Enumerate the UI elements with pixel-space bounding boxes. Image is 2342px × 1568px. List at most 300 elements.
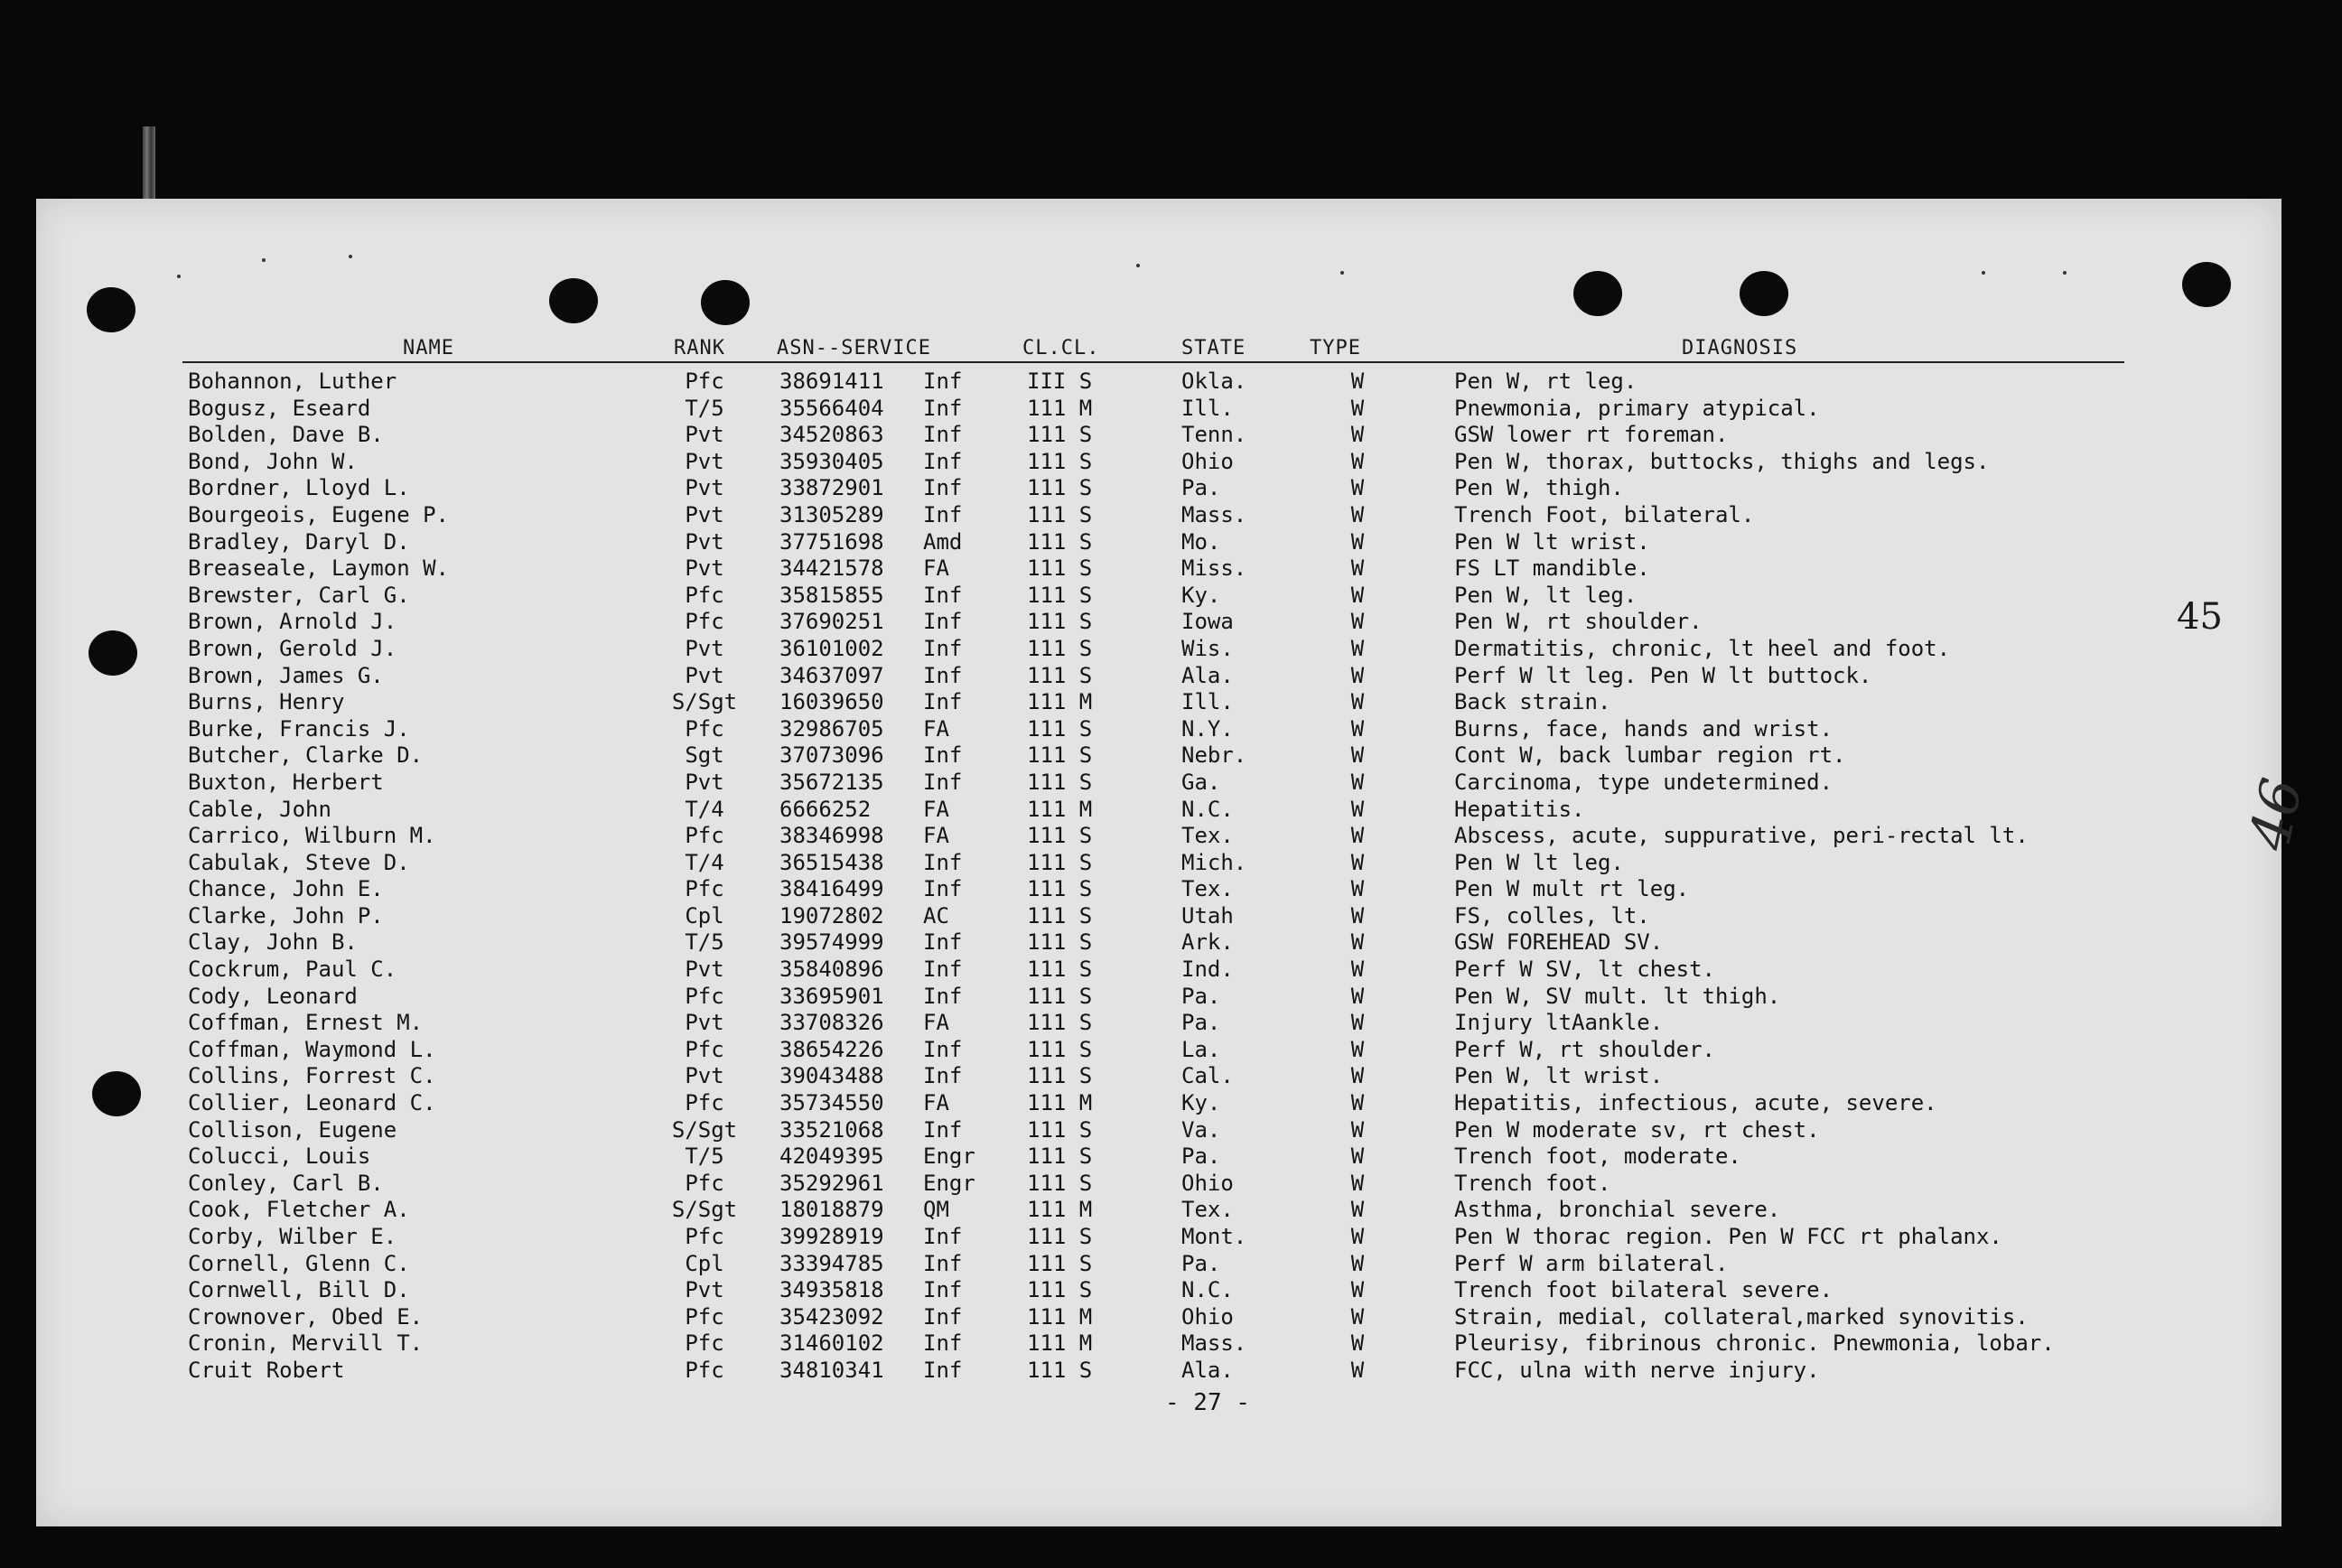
name-cell: Colucci, Louis	[188, 1143, 371, 1170]
class-cell: 111 S	[1027, 849, 1093, 875]
class-cell: 111 S	[1027, 475, 1093, 501]
type-cell: W	[1350, 742, 1365, 769]
class-cell: 111 S	[1027, 422, 1093, 448]
name-cell: Brewster, Carl G.	[188, 582, 410, 608]
asn-cell: 39574999	[779, 929, 884, 956]
service-cell: Inf	[923, 609, 963, 635]
table-row	[36, 689, 2281, 716]
name-cell: Chance, John E.	[188, 876, 384, 902]
asn-cell: 19072802	[779, 902, 884, 929]
asn-cell: 35672135	[779, 769, 884, 795]
table-row	[36, 1197, 2281, 1224]
name-cell: Cook, Fletcher A.	[188, 1197, 410, 1223]
asn-cell: 35930405	[779, 448, 884, 474]
rank-cell: T/4	[685, 849, 724, 875]
service-cell: Inf	[923, 769, 963, 795]
table-row	[36, 1251, 2281, 1278]
speck	[262, 258, 266, 262]
diagnosis-cell: Carcinoma, type undetermined.	[1454, 769, 1833, 795]
asn-cell: 32986705	[779, 715, 884, 742]
rank-cell: T/5	[685, 395, 724, 421]
name-cell: Clarke, John P.	[188, 902, 384, 929]
diagnosis-cell: FS, colles, lt.	[1454, 902, 1650, 929]
diagnosis-cell: Pen W moderate sv, rt chest.	[1454, 1116, 1820, 1143]
class-cell: 111 M	[1027, 796, 1093, 822]
service-cell: Inf	[923, 635, 963, 661]
type-cell: W	[1350, 448, 1365, 474]
name-cell: Collison, Eugene	[188, 1116, 397, 1143]
asn-cell: 38654226	[779, 1036, 884, 1062]
rank-cell: Sgt	[685, 742, 724, 769]
state-cell: Tenn.	[1181, 422, 1247, 448]
asn-cell: 34935818	[779, 1277, 884, 1303]
table-row	[36, 422, 2281, 449]
name-cell: Buxton, Herbert	[188, 769, 384, 795]
name-cell: Bourgeois, Eugene P.	[188, 501, 449, 527]
speck	[1136, 264, 1140, 267]
rank-cell: Pvt	[685, 1010, 724, 1036]
diagnosis-cell: Pen W lt leg.	[1454, 849, 1624, 875]
name-cell: Cody, Leonard	[188, 983, 358, 1009]
name-cell: Collins, Forrest C.	[188, 1063, 436, 1089]
table-row	[36, 529, 2281, 556]
state-cell: Pa.	[1181, 983, 1221, 1009]
rank-cell: Cpl	[685, 902, 724, 929]
diagnosis-cell: Perf W lt leg. Pen W lt buttock.	[1454, 662, 1872, 688]
asn-cell: 39928919	[779, 1224, 884, 1249]
table-row	[36, 876, 2281, 903]
service-cell: FA	[923, 796, 949, 822]
diagnosis-cell: Burns, face, hands and wrist.	[1454, 715, 1833, 742]
service-cell: Inf	[923, 448, 963, 474]
diagnosis-cell: Trench foot, moderate.	[1454, 1143, 1741, 1170]
type-cell: W	[1350, 1170, 1365, 1196]
state-cell: Iowa	[1181, 609, 1234, 635]
table-row	[36, 770, 2281, 797]
asn-cell: 6666252	[779, 796, 872, 822]
state-cell: Ky.	[1181, 582, 1221, 608]
diagnosis-cell: Pen W, rt shoulder.	[1454, 609, 1703, 635]
class-cell: 111 S	[1027, 1357, 1093, 1383]
class-cell: 111 S	[1027, 769, 1093, 795]
class-cell: III S	[1027, 369, 1093, 394]
asn-cell: 33695901	[779, 983, 884, 1009]
speck	[1340, 271, 1344, 275]
table-row	[36, 1143, 2281, 1171]
class-cell: 111 S	[1027, 1116, 1093, 1143]
service-cell: FA	[923, 1090, 949, 1116]
name-cell: Brown, Arnold J.	[188, 609, 397, 635]
class-cell: 111 S	[1027, 742, 1093, 769]
rank-cell: Pfc	[685, 983, 724, 1009]
diagnosis-cell: Pen W, lt wrist.	[1454, 1063, 1664, 1089]
type-cell: W	[1350, 796, 1365, 822]
state-cell: Ohio	[1181, 1170, 1234, 1196]
state-cell: Nebr.	[1181, 742, 1247, 769]
table-row	[36, 850, 2281, 877]
diagnosis-cell: Pen W, thorax, buttocks, thighs and legs.	[1454, 448, 1990, 474]
header-name: NAME	[403, 337, 454, 359]
rank-cell: Pvt	[685, 528, 724, 555]
class-cell: 111 S	[1027, 582, 1093, 608]
header-cl-cl: CL.CL.	[1022, 337, 1100, 359]
class-cell: 111 S	[1027, 957, 1093, 983]
type-cell: W	[1350, 501, 1365, 527]
service-cell: Inf	[923, 662, 963, 688]
diagnosis-cell: Dermatitis, chronic, lt heel and foot.	[1454, 635, 1951, 661]
service-cell: Inf	[923, 1277, 963, 1303]
diagnosis-cell: Perf W arm bilateral.	[1454, 1250, 1729, 1276]
paper-clip-fragment	[143, 126, 155, 199]
asn-cell: 16039650	[779, 689, 884, 715]
table-row	[36, 1117, 2281, 1144]
header-diagnosis: DIAGNOSIS	[1682, 337, 1798, 359]
state-cell: N.Y.	[1181, 715, 1234, 742]
type-cell: W	[1350, 1063, 1365, 1089]
rank-cell: Pvt	[685, 1277, 724, 1303]
rank-cell: Pvt	[685, 635, 724, 661]
diagnosis-cell: Pen W thorac region. Pen W FCC rt phalanx.	[1454, 1224, 2002, 1249]
class-cell: 111 M	[1027, 1330, 1093, 1357]
table-row	[36, 369, 2281, 396]
diagnosis-cell: Abscess, acute, suppurative, peri-rectal lt.	[1454, 823, 2029, 849]
diagnosis-cell: Pnewmonia, primary atypical.	[1454, 395, 1820, 421]
class-cell: 111 M	[1027, 689, 1093, 715]
table-row	[36, 1330, 2281, 1358]
diagnosis-cell: Perf W SV, lt chest.	[1454, 957, 1715, 983]
service-cell: Inf	[923, 1303, 963, 1330]
class-cell: 111 S	[1027, 448, 1093, 474]
type-cell: W	[1350, 715, 1365, 742]
asn-cell: 33394785	[779, 1250, 884, 1276]
asn-cell: 35566404	[779, 395, 884, 421]
type-cell: W	[1350, 369, 1365, 394]
state-cell: N.C.	[1181, 1277, 1234, 1303]
table-row	[36, 957, 2281, 984]
rank-cell: Cpl	[685, 1250, 724, 1276]
diagnosis-cell: Strain, medial, collateral,marked synovitis.	[1454, 1303, 2029, 1330]
name-cell: Brown, James G.	[188, 662, 384, 688]
class-cell: 111 S	[1027, 528, 1093, 555]
type-cell: W	[1350, 1090, 1365, 1116]
diagnosis-cell: Cont W, back lumbar region rt.	[1454, 742, 1846, 769]
asn-cell: 34810341	[779, 1357, 884, 1383]
type-cell: W	[1350, 1036, 1365, 1062]
name-cell: Clay, John B.	[188, 929, 358, 956]
class-cell: 111 S	[1027, 1224, 1093, 1249]
handwritten-number: 46	[2235, 772, 2316, 856]
diagnosis-cell: FS LT mandible.	[1454, 555, 1650, 582]
name-cell: Crownover, Obed E.	[188, 1303, 424, 1330]
class-cell: 111 M	[1027, 1197, 1093, 1223]
diagnosis-cell: Hepatitis, infectious, acute, severe.	[1454, 1090, 1937, 1116]
type-cell: W	[1350, 555, 1365, 582]
rank-cell: Pvt	[685, 501, 724, 527]
diagnosis-cell: Pleurisy, fibrinous chronic. Pnewmonia, lobar.	[1454, 1330, 2055, 1357]
diagnosis-cell: Hepatitis.	[1454, 796, 1585, 822]
class-cell: 111 S	[1027, 1010, 1093, 1036]
asn-cell: 38691411	[779, 369, 884, 394]
service-cell: FA	[923, 715, 949, 742]
service-cell: Inf	[923, 422, 963, 448]
state-cell: Wis.	[1181, 635, 1234, 661]
state-cell: Miss.	[1181, 555, 1247, 582]
state-cell: Ky.	[1181, 1090, 1221, 1116]
rank-cell: Pvt	[685, 555, 724, 582]
state-cell: Pa.	[1181, 1250, 1221, 1276]
asn-cell: 36101002	[779, 635, 884, 661]
rank-cell: Pfc	[685, 1357, 724, 1383]
service-cell: Inf	[923, 475, 963, 501]
state-cell: Mont.	[1181, 1224, 1247, 1249]
rank-cell: T/5	[685, 929, 724, 956]
header-asn-service: ASN--SERVICE	[777, 337, 931, 359]
table-row	[36, 1358, 2281, 1385]
state-cell: Okla.	[1181, 369, 1247, 394]
asn-cell: 31460102	[779, 1330, 884, 1357]
class-cell: 111 S	[1027, 1036, 1093, 1062]
punch-hole	[701, 280, 750, 325]
asn-cell: 39043488	[779, 1063, 884, 1089]
service-cell: Inf	[923, 1036, 963, 1062]
table-row	[36, 502, 2281, 529]
type-cell: W	[1350, 662, 1365, 688]
service-cell: Inf	[923, 1357, 963, 1383]
class-cell: 111 S	[1027, 1277, 1093, 1303]
type-cell: W	[1350, 823, 1365, 849]
speck	[349, 255, 352, 258]
state-cell: Ill.	[1181, 395, 1234, 421]
asn-cell: 37073096	[779, 742, 884, 769]
service-cell: Inf	[923, 742, 963, 769]
state-cell: Tex.	[1181, 876, 1234, 902]
type-cell: W	[1350, 929, 1365, 956]
name-cell: Cable, John	[188, 796, 331, 822]
state-cell: Va.	[1181, 1116, 1221, 1143]
type-cell: W	[1350, 635, 1365, 661]
diagnosis-cell: GSW FOREHEAD SV.	[1454, 929, 1664, 956]
state-cell: Ind.	[1181, 957, 1234, 983]
asn-cell: 34520863	[779, 422, 884, 448]
type-cell: W	[1350, 1277, 1365, 1303]
state-cell: Mass.	[1181, 501, 1247, 527]
class-cell: 111 S	[1027, 1170, 1093, 1196]
column-header-row	[36, 337, 2281, 364]
class-cell: 111 M	[1027, 1303, 1093, 1330]
table-row	[36, 583, 2281, 610]
class-cell: 111 M	[1027, 395, 1093, 421]
state-cell: Pa.	[1181, 1143, 1221, 1170]
name-cell: Bohannon, Luther	[188, 369, 397, 394]
state-cell: Tex.	[1181, 823, 1234, 849]
table-row	[36, 636, 2281, 663]
type-cell: W	[1350, 957, 1365, 983]
type-cell: W	[1350, 1143, 1365, 1170]
name-cell: Burke, Francis J.	[188, 715, 410, 742]
speck	[1982, 271, 1985, 275]
service-cell: FA	[923, 555, 949, 582]
class-cell: 111 S	[1027, 823, 1093, 849]
punch-hole	[549, 278, 598, 323]
name-cell: Cornwell, Bill D.	[188, 1277, 410, 1303]
class-cell: 111 M	[1027, 1090, 1093, 1116]
name-cell: Bolden, Dave B.	[188, 422, 384, 448]
state-cell: Tex.	[1181, 1197, 1234, 1223]
table-row	[36, 1063, 2281, 1090]
rank-cell: Pfc	[685, 823, 724, 849]
asn-cell: 31305289	[779, 501, 884, 527]
state-cell: Mass.	[1181, 1330, 1247, 1357]
name-cell: Cornell, Glenn C.	[188, 1250, 410, 1276]
table-row	[36, 984, 2281, 1011]
name-cell: Coffman, Ernest M.	[188, 1010, 424, 1036]
table-row	[36, 742, 2281, 770]
rank-cell: Pfc	[685, 1090, 724, 1116]
name-cell: Bradley, Daryl D.	[188, 528, 410, 555]
asn-cell: 36515438	[779, 849, 884, 875]
state-cell: Ill.	[1181, 689, 1234, 715]
table-row	[36, 1224, 2281, 1251]
service-cell: Engr	[923, 1143, 975, 1170]
class-cell: 111 S	[1027, 662, 1093, 688]
page-number: - 27 -	[1165, 1389, 1250, 1416]
asn-cell: 18018879	[779, 1197, 884, 1223]
class-cell: 111 S	[1027, 876, 1093, 902]
table-row	[36, 903, 2281, 930]
diagnosis-cell: Trench foot bilateral severe.	[1454, 1277, 1833, 1303]
table-row	[36, 1010, 2281, 1037]
name-cell: Bond, John W.	[188, 448, 358, 474]
table-row	[36, 823, 2281, 850]
rank-cell: Pvt	[685, 448, 724, 474]
service-cell: Inf	[923, 689, 963, 715]
rank-cell: Pvt	[685, 1063, 724, 1089]
rank-cell: Pvt	[685, 475, 724, 501]
service-cell: Inf	[923, 369, 963, 394]
punch-hole	[1740, 271, 1788, 316]
diagnosis-cell: Pen W, rt leg.	[1454, 369, 1638, 394]
diagnosis-cell: Pen W lt wrist.	[1454, 528, 1650, 555]
class-cell: 111 S	[1027, 555, 1093, 582]
diagnosis-cell: Asthma, bronchial severe.	[1454, 1197, 1781, 1223]
table-row	[36, 663, 2281, 690]
name-cell: Cockrum, Paul C.	[188, 957, 397, 983]
casualty-list	[36, 369, 2281, 1385]
state-cell: La.	[1181, 1036, 1221, 1062]
record-sheet	[36, 199, 2316, 1526]
table-row	[36, 609, 2281, 636]
asn-cell: 38346998	[779, 823, 884, 849]
speck	[177, 275, 181, 278]
table-row	[36, 555, 2281, 583]
punch-hole	[2182, 262, 2231, 307]
speck	[2063, 271, 2067, 275]
rank-cell: Pfc	[685, 1330, 724, 1357]
type-cell: W	[1350, 983, 1365, 1009]
class-cell: 111 S	[1027, 715, 1093, 742]
asn-cell: 33521068	[779, 1116, 884, 1143]
class-cell: 111 S	[1027, 1143, 1093, 1170]
state-cell: N.C.	[1181, 796, 1234, 822]
service-cell: FA	[923, 823, 949, 849]
state-cell: Ga.	[1181, 769, 1221, 795]
rank-cell: Pfc	[685, 1303, 724, 1330]
type-cell: W	[1350, 422, 1365, 448]
rank-cell: Pfc	[685, 876, 724, 902]
asn-cell: 35815855	[779, 582, 884, 608]
table-row	[36, 1277, 2281, 1304]
asn-cell: 37690251	[779, 609, 884, 635]
service-cell: Inf	[923, 957, 963, 983]
name-cell: Coffman, Waymond L.	[188, 1036, 436, 1062]
side-page-number: 45	[2177, 596, 2223, 638]
class-cell: 111 S	[1027, 501, 1093, 527]
class-cell: 111 S	[1027, 902, 1093, 929]
rank-cell: T/5	[685, 1143, 724, 1170]
class-cell: 111 S	[1027, 983, 1093, 1009]
service-cell: FA	[923, 1010, 949, 1036]
state-cell: Mo.	[1181, 528, 1221, 555]
service-cell: Inf	[923, 849, 963, 875]
service-cell: Inf	[923, 876, 963, 902]
service-cell: Inf	[923, 1116, 963, 1143]
asn-cell: 35292961	[779, 1170, 884, 1196]
state-cell: Pa.	[1181, 475, 1221, 501]
table-row	[36, 716, 2281, 743]
header-type: TYPE	[1310, 337, 1361, 359]
state-cell: Ala.	[1181, 662, 1234, 688]
class-cell: 111 S	[1027, 1063, 1093, 1089]
table-row	[36, 475, 2281, 502]
class-cell: 111 S	[1027, 635, 1093, 661]
table-row	[36, 449, 2281, 476]
class-cell: 111 S	[1027, 1250, 1093, 1276]
diagnosis-cell: Pen W, SV mult. lt thigh.	[1454, 983, 1781, 1009]
type-cell: W	[1350, 1010, 1365, 1036]
diagnosis-cell: Injury ltAankle.	[1454, 1010, 1664, 1036]
rank-cell: Pvt	[685, 422, 724, 448]
type-cell: W	[1350, 1116, 1365, 1143]
diagnosis-cell: Trench Foot, bilateral.	[1454, 501, 1755, 527]
service-cell: Inf	[923, 1330, 963, 1357]
type-cell: W	[1350, 1250, 1365, 1276]
service-cell: Inf	[923, 501, 963, 527]
rank-cell: Pvt	[685, 957, 724, 983]
header-rank: RANK	[674, 337, 725, 359]
type-cell: W	[1350, 528, 1365, 555]
service-cell: Inf	[923, 1063, 963, 1089]
rank-cell: Pfc	[685, 1036, 724, 1062]
asn-cell: 34421578	[779, 555, 884, 582]
state-cell: Ohio	[1181, 448, 1234, 474]
name-cell: Cabulak, Steve D.	[188, 849, 410, 875]
state-cell: Ohio	[1181, 1303, 1234, 1330]
diagnosis-cell: Trench foot.	[1454, 1170, 1611, 1196]
diagnosis-cell: Back strain.	[1454, 689, 1611, 715]
service-cell: Inf	[923, 1224, 963, 1249]
rank-cell: Pfc	[685, 1170, 724, 1196]
type-cell: W	[1350, 582, 1365, 608]
name-cell: Cruit Robert	[188, 1357, 345, 1383]
state-cell: Ark.	[1181, 929, 1234, 956]
asn-cell: 38416499	[779, 876, 884, 902]
service-cell: Inf	[923, 1250, 963, 1276]
state-cell: Ala.	[1181, 1357, 1234, 1383]
service-cell: Inf	[923, 395, 963, 421]
asn-cell: 35734550	[779, 1090, 884, 1116]
state-cell: Pa.	[1181, 1010, 1221, 1036]
asn-cell: 35840896	[779, 957, 884, 983]
